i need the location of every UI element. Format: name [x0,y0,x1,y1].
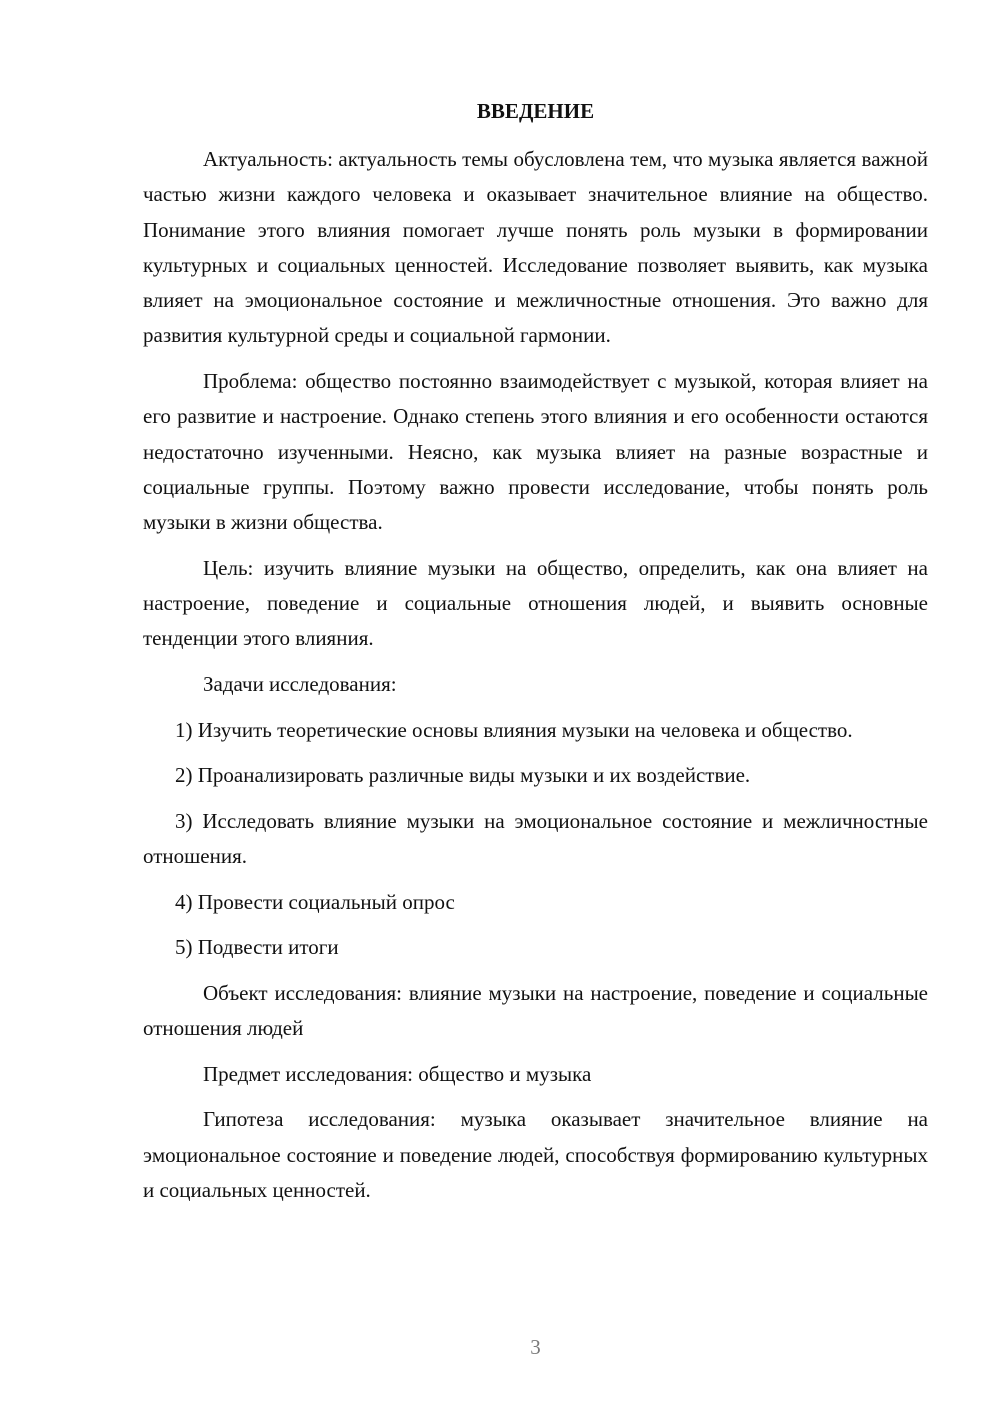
goal-paragraph: Цель: изучить влияние музыки на общество, определить, как она влияет на настроение, поведение и социальные отношения людей, и выявить основные тенденции этого влияния. [143,555,928,651]
task-item: 4) Провести социальный опрос [175,889,455,914]
document-body [143,142,928,1219]
page-title: ВВЕДЕНИЕ [476,99,595,123]
task-item: 1) Изучить теоретические основы влияния музыки на человека и общество. [175,717,853,742]
hypothesis-paragraph: Гипотеза исследования: музыка оказывает значительное влияние на эмоциональное состояние и поведение людей, способствуя формированию культурных и социальных ценностей. [143,1107,928,1202]
relevance-paragraph: Актуальность: актуальность темы обусловлена тем, что музыка является важной частью жизни каждого человека и оказывает значительное влияние на общество. Понимание этого влияния помогает лучше понять роль музыки в формировании культурных и социальных ценностей. Исследование позволяет выявить, как музыка влияет на эмоциональное состояние и межличностные отношения. Это важно для развития культурной среды и социальной гармонии. [143,147,928,348]
page-number: 3 [530,1335,541,1359]
tasks-heading: Задачи исследования: [203,672,397,697]
subject-paragraph: Предмет исследования: общество и музыка [203,1061,592,1086]
task-item: 2) Проанализировать различные виды музыки и их воздействие. [175,763,751,788]
object-paragraph: Объект исследования: влияние музыки на настроение, поведение и социальные отношения людей [143,980,928,1041]
task-item: 5) Подвести итоги [175,935,339,960]
task-item: 3) Исследовать влияние музыки на эмоциональное состояние и межличностные отношения. [143,808,928,869]
problem-paragraph: Проблема: общество постоянно взаимодействует с музыкой, которая влияет на его развитие и настроение. Однако степень этого влияния и его особенности остаются недостаточно изученными. Неясно, как музыка влияет на разные возрастные и социальные группы. Поэтому важно провести исследование, чтобы понять роль музыки в жизни общества. [143,369,928,535]
